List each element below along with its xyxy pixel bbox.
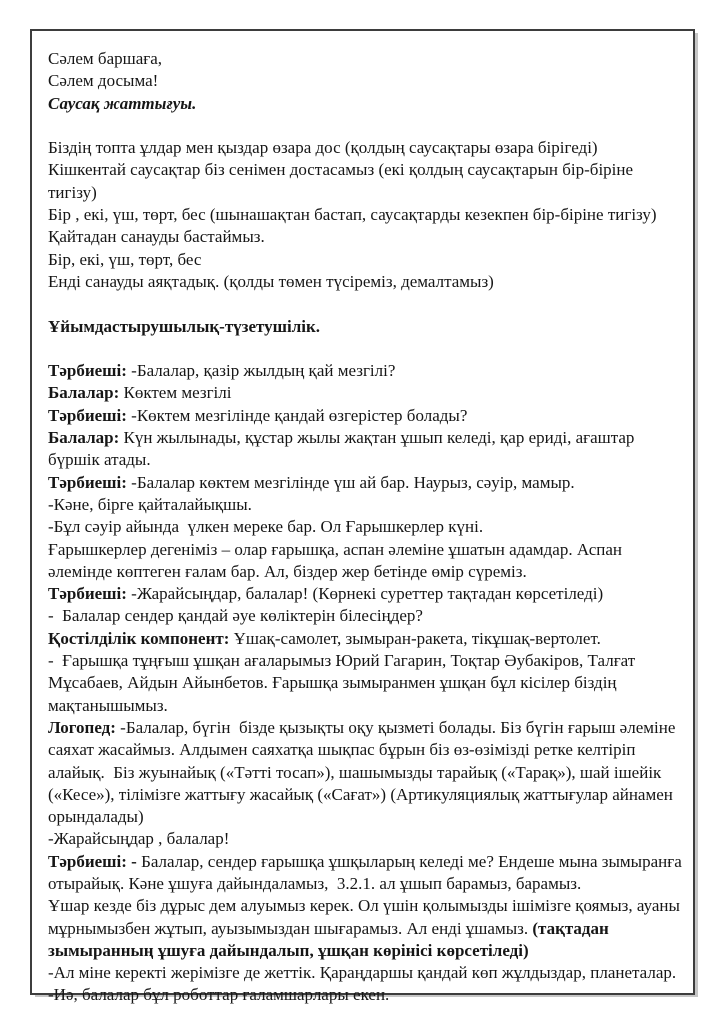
paragraph [48,316,686,338]
paragraph [48,650,686,717]
text-run: Тәрбиеші: [48,405,127,425]
paragraph [48,717,686,828]
text-run: -Балалар көктем мезгілінде үш ай бар. Наурыз, сәуір, мамыр. [126,472,575,492]
paragraph [48,628,686,650]
blank-line [48,115,686,137]
text-run: -Иә, балалар бұл роботтар ғаламшарлары екен. [48,985,390,1005]
paragraph [48,93,686,115]
paragraph [48,539,686,584]
paragraph [48,494,686,516]
paragraph [48,204,686,226]
paragraph [48,895,686,962]
paragraph [48,427,686,472]
paragraph [48,516,686,538]
text-run: (тақтадан зымыранның ұшуға дайындалып, ұшқан көрінісі көрсетіледі) [48,918,614,960]
text-run: Қостілділік компонент: [48,628,230,648]
text-run: Қайтадан санауды бастаймыз. [48,227,265,247]
text-run: Күн жылынады, құстар жылы жақтан ұшып келеді, қар ериді, ағаштар бүршік атады. [48,428,639,470]
text-run: Ұшар кезде біз дұрыс дем алуымыз керек. Ол үшін қолымызды ішімізге қоямыз, ауаны мұрнымызбен жұтып, ауызымыздан шығарамыз. Ал енді ұшамыз. [48,896,685,938]
paragraph [48,360,686,382]
text-run: - Балалар сендер қандай әуе көліктерін білесіңдер? [48,606,423,626]
text-run: -Көктем мезгілінде қандай өзгерістер болады? [126,405,468,425]
paragraph [48,159,686,204]
paragraph [48,828,686,850]
text-run: Біздің топта ұлдар мен қыздар өзара дос (қолдың саусақтары өзара бірігеді) [48,138,598,158]
text-run: Сәлем баршаға, [48,49,163,68]
text-run: Балалар: [48,428,120,448]
blank-line [48,293,686,315]
text-run: -Жарайсыңдар, балалар! (Көрнекі суреттер тақтадан көрсетіледі) [126,584,604,604]
blank-line [48,338,686,360]
text-run: -Балалар, қазір жылдың қай мезгілі? [126,361,396,381]
text-run: - Ғарышқа тұңғыш ұшқан ағаларымыз Юрий Гагарин, Тоқтар Әубакіров, Талғат Мұсабаев, Айдын Айынбетов. Ғарышқа зымыранмен ұшқан бұл кісілер біздің мақтанышымыз. [48,651,640,715]
text-run: Бір, екі, үш, төрт, бес [48,249,202,269]
paragraph [48,962,686,984]
text-run: Тәрбиеші: [48,584,127,604]
paragraph [48,851,686,896]
text-run: Тәрбиеші: - [48,851,137,871]
page-border [30,29,695,1005]
paragraph [48,583,686,605]
text-run: Балалар, сендер ғарышқа ұшқыларың келеді ме? Ендеше мына зымыранға отырайық. Кәне ұшуға дайындаламыз, 3.2.1. ал ұшып барамыз, барамыз. [48,851,687,893]
paragraph [48,70,686,92]
text-run: Көктем мезгілі [119,383,232,403]
paragraph [48,226,686,248]
text-run: -Бұл сәуір айында үлкен мереке бар. Ол Ғарышкерлер күні. [48,517,484,537]
text-run: Ұйымдастырушылық-түзетушілік. [48,316,321,336]
paragraph [48,382,686,404]
text-run: Енді санауды аяқтадық. (қолды төмен түсіреміз, демалтамыз) [48,271,494,291]
text-run: Ұшақ-самолет, зымыран-ракета, тікұшақ-вертолет. [229,628,601,648]
text-run: Тәрбиеші: [48,472,127,492]
document-body [32,31,693,1005]
text-run: Балалар: [48,383,120,403]
paragraph [48,137,686,159]
text-run: Тәрбиеші: [48,361,127,381]
text-run: Кішкентай саусақтар біз сенімен достасамыз (екі қолдың саусақтарын бір-біріне тигізу) [48,160,638,202]
paragraph [48,48,686,70]
paragraph [48,984,686,1006]
text-run: -Балалар, бүгін бізде қызықты оқу қызметі болады. Біз бүгін ғарыш әлеміне саяхат жасаймыз. Алдымен саяхатқа шықпас бұрын біз өз-өзімізді ретке келтіріп алайық. Біз жуынайық («Тәтті тосап»), шашымызды тарайық («Тарақ»), шай ішейік («Кесе»), тілімізге жаттығу жасайық («Сағат») (Артикуляциялық жаттығулар айнамен орындалады) [48,717,680,827]
paragraph [48,405,686,427]
text-run: Ғарышкерлер дегеніміз – олар ғарышқа, аспан әлеміне ұшатын адамдар. Аспан әлемінде көптеген ғалам бар. Ал, біздер жер бетінде өмір сүреміз. [48,539,627,581]
text-run: Бір , екі, үш, төрт, бес (шынашақтан бастап, саусақтарды кезекпен бір-біріне тигізу) [48,205,657,225]
text-run: -Ал міне керекті жерімізге де жеттік. Қараңдаршы қандай көп жұлдыздар, планеталар. [48,963,677,983]
text-run: Сәлем досыма! [48,71,159,91]
text-run: Логопед: [48,717,116,737]
text-run: -Кәне, бірге қайталайықшы. [48,494,252,514]
paragraph [48,271,686,293]
paragraph [48,605,686,627]
text-run: -Жарайсыңдар , балалар! [48,829,230,849]
paragraph [48,472,686,494]
text-run: Саусақ жаттығуы. [48,93,197,113]
paragraph [48,249,686,271]
